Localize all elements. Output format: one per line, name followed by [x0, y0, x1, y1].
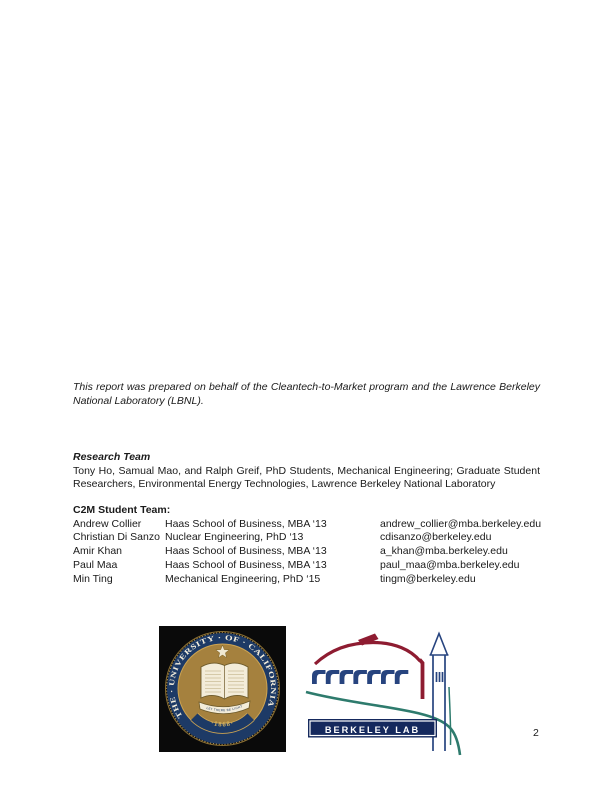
- intro-line-1: This report was prepared on behalf of the Cleantech-to-Market program and the Lawrence Berkeley: [73, 381, 540, 393]
- student-email: a_khan@mba.berkeley.edu: [380, 545, 508, 558]
- student-affiliation: Haas School of Business, MBA ‘13: [165, 545, 327, 558]
- intro-paragraph: [73, 381, 540, 408]
- student-name: Paul Maa: [73, 558, 118, 571]
- research-team-line-2: Researchers, Environmental Energy Technologies, Lawrence Berkeley National Laboratory: [73, 478, 496, 490]
- student-email: cdisanzo@berkeley.edu: [380, 531, 492, 544]
- student-affiliation: Haas School of Business, MBA ‘13: [165, 558, 327, 571]
- berkeley-lab-icon: [303, 627, 470, 757]
- berkeley-lab-logo: [303, 627, 470, 757]
- uc-seal-year: ·1868·: [210, 719, 235, 729]
- student-email: andrew_collier@mba.berkeley.edu: [380, 517, 542, 530]
- uc-seal-icon: [159, 626, 286, 752]
- research-team-line-1: Tony Ho, Samual Mao, and Ralph Greif, PhD Students, Mechanical Engineering; Graduate Student: [73, 464, 540, 477]
- research-team-section: [73, 451, 540, 492]
- dome-icon: [315, 634, 423, 700]
- student-row: [73, 559, 540, 573]
- student-affiliation: Nuclear Engineering, PhD ‘13: [165, 531, 304, 544]
- berkeley-lab-label: BERKELEY LAB: [324, 724, 421, 735]
- student-affiliation: Mechanical Engineering, PhD ‘15: [165, 572, 321, 585]
- uc-seal-logo: [159, 626, 286, 752]
- student-name: Min Ting: [73, 572, 113, 585]
- student-email: tingm@berkeley.edu: [380, 572, 476, 585]
- student-row: [73, 518, 540, 532]
- student-team-section: [73, 504, 540, 586]
- uc-seal-ring-text: THE · UNIVERSITY · OF · CALIFORNIA: [166, 632, 279, 721]
- student-affiliation: Haas School of Business, MBA ‘13: [165, 517, 327, 530]
- intro-line-2: National Laboratory (LBNL).: [73, 394, 204, 407]
- research-team-heading: Research Team: [73, 451, 151, 463]
- berkeley-lab-nameplate: [308, 719, 437, 738]
- student-name: Amir Khan: [73, 545, 123, 558]
- student-name: Christian Di Sanzo: [73, 531, 160, 544]
- book-icon: [201, 663, 248, 699]
- student-team-heading: C2M Student Team:: [73, 504, 171, 516]
- student-name: Andrew Collier: [73, 517, 142, 530]
- arches-icon: [312, 670, 408, 684]
- uc-seal-motto: LET THERE BE LIGHT: [206, 704, 244, 713]
- student-row: [73, 573, 540, 587]
- student-row: [73, 545, 540, 559]
- student-row: [73, 531, 540, 545]
- page-number: 2: [533, 727, 539, 739]
- hill-accent-icon: [449, 687, 451, 745]
- student-email: paul_maa@mba.berkeley.edu: [380, 558, 520, 571]
